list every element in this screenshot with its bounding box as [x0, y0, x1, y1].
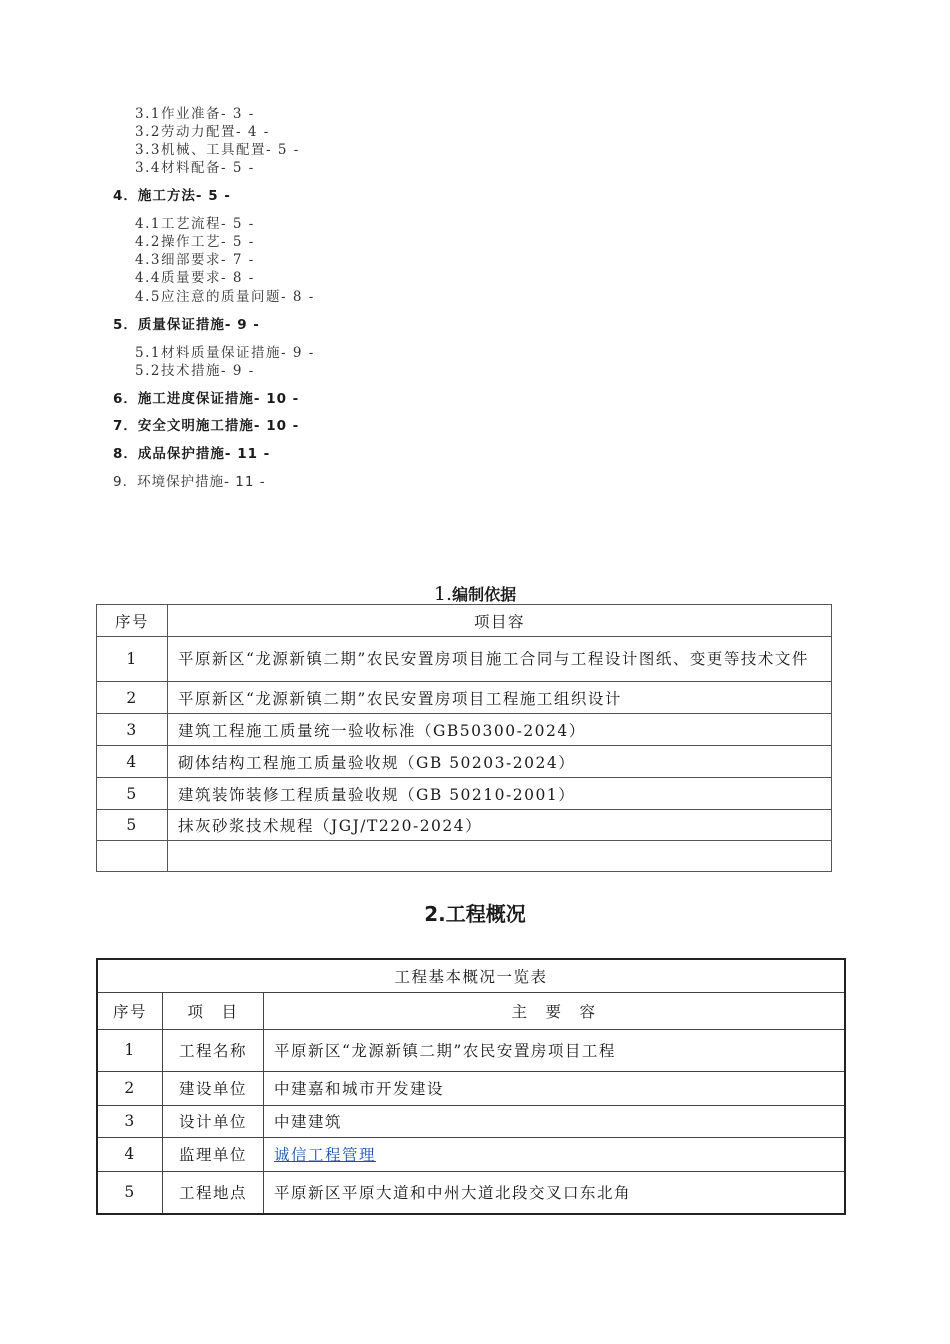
toc-entry[interactable]: 4．施工方法- 5 - [113, 188, 231, 204]
row-text: 建筑工程施工质量统一验收标准（GB50300-2024） [168, 714, 832, 746]
table-row [97, 746, 832, 778]
row-number: 3 [97, 1105, 163, 1137]
toc-entry[interactable]: 5.1材料质量保证措施- 9 - [135, 345, 315, 361]
row-content: 中建嘉和城市开发建设 [264, 1071, 846, 1105]
supervisor-link[interactable]: 诚信工程管理 [274, 1146, 377, 1164]
header-cell: 项目容 [168, 605, 832, 637]
toc-entry[interactable]: 6．施工进度保证措施- 10 - [113, 391, 300, 407]
row-number: 1 [97, 1029, 163, 1071]
row-number: 5 [97, 778, 168, 810]
toc-entry[interactable]: 3.2劳动力配置- 4 - [135, 124, 270, 140]
overview-table [96, 958, 846, 1215]
row-text: 平原新区“龙源新镇二期”农民安置房项目工程施工组织设计 [168, 682, 832, 714]
row-number: 5 [97, 1171, 163, 1214]
row-content [264, 1137, 846, 1171]
header-cell: 主 要 容 [264, 992, 846, 1029]
table-row [97, 1029, 845, 1071]
row-item: 设计单位 [163, 1105, 264, 1137]
row-content: 平原新区平原大道和中州大道北段交叉口东北角 [264, 1171, 846, 1214]
row-number: 2 [97, 1071, 163, 1105]
toc-entry[interactable]: 4.3细部要求- 7 - [135, 252, 255, 268]
row-number: 4 [97, 1137, 163, 1171]
row-text: 平原新区“龙源新镇二期”农民安置房项目施工合同与工程设计图纸、变更等技术文件 [168, 637, 832, 682]
table-header-row [97, 605, 832, 637]
table-row [97, 682, 832, 714]
table-row [97, 1171, 845, 1214]
table-row [97, 810, 832, 841]
table-row [97, 1105, 845, 1137]
row-content: 平原新区“龙源新镇二期”农民安置房项目工程 [264, 1029, 846, 1071]
table-row [97, 778, 832, 810]
row-number: 5 [97, 810, 168, 841]
table-row-empty [97, 841, 832, 872]
row-number: 2 [97, 682, 168, 714]
toc-entry[interactable]: 4.2操作工艺- 5 - [135, 234, 255, 250]
table-caption: 工程基本概况一览表 [97, 959, 845, 992]
toc-entry[interactable]: 4.4质量要求- 8 - [135, 270, 255, 286]
row-number: 3 [97, 714, 168, 746]
section-2-title: 2.工程概况 [424, 902, 526, 926]
table-row [97, 1071, 845, 1105]
toc-entry[interactable]: 7．安全文明施工措施- 10 - [113, 418, 300, 434]
table-row [97, 714, 832, 746]
row-text: 建筑装饰装修工程质量验收规（GB 50210-2001） [168, 778, 832, 810]
toc-entry[interactable]: 4.1工艺流程- 5 - [135, 216, 255, 232]
header-cell: 序号 [97, 605, 168, 637]
row-item: 工程地点 [163, 1171, 264, 1214]
toc-entry[interactable]: 4.5应注意的质量问题- 8 - [135, 289, 315, 305]
toc-entry[interactable]: 8．成品保护措施- 11 - [113, 446, 271, 462]
row-item: 建设单位 [163, 1071, 264, 1105]
row-text [168, 841, 832, 872]
table-header-row [97, 992, 845, 1029]
row-number: 1 [97, 637, 168, 682]
toc-entry[interactable]: 3.4材料配备- 5 - [135, 160, 255, 176]
table-caption-row [97, 959, 845, 992]
row-item: 工程名称 [163, 1029, 264, 1071]
table-row [97, 637, 832, 682]
toc-entry[interactable]: 3.1作业准备- 3 - [135, 106, 255, 122]
row-number: 4 [97, 746, 168, 778]
section-number: 1. [433, 583, 453, 605]
basis-table [96, 604, 832, 872]
header-cell: 项 目 [163, 992, 264, 1029]
section-1-title [0, 582, 950, 605]
toc-entry[interactable]: 9．环境保护措施- 11 - [113, 474, 266, 490]
header-cell: 序号 [97, 992, 163, 1029]
section-title-text: 编制依据 [452, 585, 517, 604]
row-text: 砌体结构工程施工质量验收规（GB 50203-2024） [168, 746, 832, 778]
toc-entry[interactable]: 3.3机械、工具配置- 5 - [135, 142, 300, 158]
row-number [97, 841, 168, 872]
row-text: 抹灰砂浆技术规程（JGJ/T220-2024） [168, 810, 832, 841]
row-item: 监理单位 [163, 1137, 264, 1171]
toc-entry[interactable]: 5.2技术措施- 9 - [135, 363, 255, 379]
row-content: 中建建筑 [264, 1105, 846, 1137]
table-row [97, 1137, 845, 1171]
toc-entry[interactable]: 5．质量保证措施- 9 - [113, 317, 260, 333]
